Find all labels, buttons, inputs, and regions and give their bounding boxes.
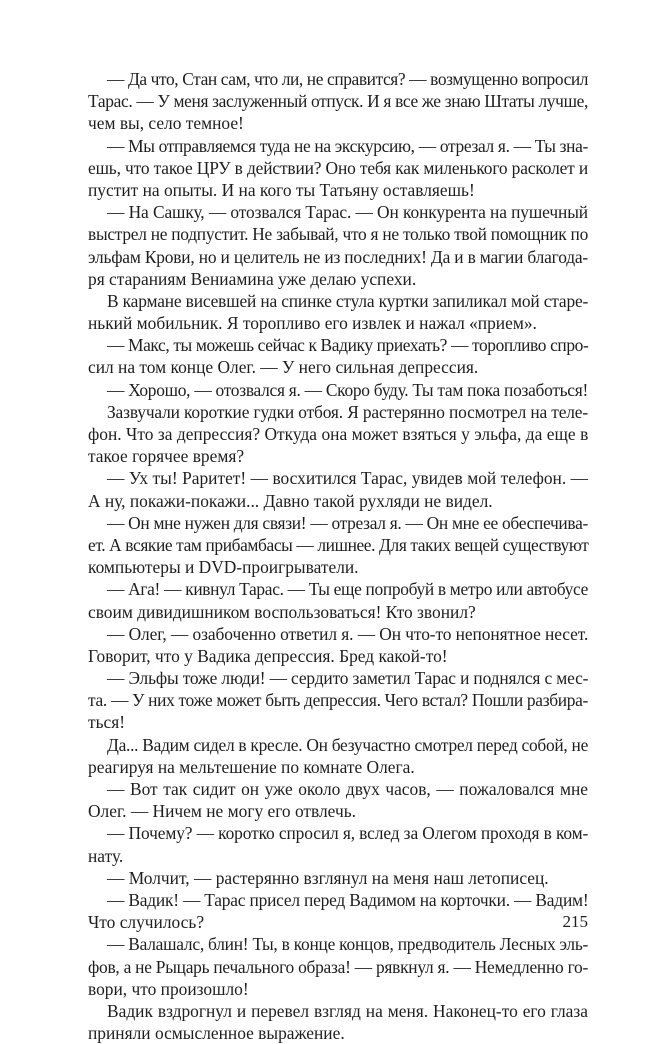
text-line: сил на том конце Олег. — У него сильная депрессия. [88, 357, 479, 378]
text-line: такое горячее время? [88, 446, 245, 467]
text-line: — Вадик! — Тарас присел перед Вадимом на корточки. — Вадим! [107, 889, 589, 910]
text-line: эльфам Крови, но и целитель не из последних! Да и в магии благода- [88, 246, 589, 267]
text-line: — Хорошо, — отозвался я. — Скоро буду. Ты там пока позаботься! [107, 379, 588, 400]
text-line: своим дивидишником воспользоваться! Кто звонил? [88, 601, 476, 622]
text-line: — Мы отправляемся туда не на экскурсию, — отрезал я. — Ты зна- [107, 135, 588, 156]
text-line: фов, а не Рыцарь печального образа! — рявкнул я. — Немедленно го- [88, 956, 588, 977]
text-line: вори, что произошло! [88, 978, 249, 999]
text-line: — Да что, Стан сам, что ли, не справится? — возмущенно вопросил [107, 69, 589, 89]
text-line: ться! [88, 712, 126, 733]
text-line: приняли осмысленное выражение. [88, 1023, 345, 1044]
text-line: — Ага! — кивнул Тарас. — Ты еще попробуй в метро или автобусе [107, 579, 588, 600]
text-line: Тарас. — У меня заслуженный отпуск. И я все же знаю Штаты лучше, [88, 91, 588, 112]
text-line: — Ух ты! Раритет! — восхитился Тарас, увидев мой телефон. — [107, 468, 589, 489]
text-line: — Валашалс, блин! Ты, в конце концов, предводитель Лесных эль- [107, 934, 589, 955]
text-line: А ну, покажи-покажи... Давно такой рухляди не видел. [88, 490, 493, 511]
text-line: нату. [88, 845, 124, 866]
text-line: пустит на опыты. И на кого ты Татьяну оставляешь! [88, 179, 475, 200]
text-line: В кармане висевшей на спинке стула куртки запиликал мой старе- [107, 290, 589, 311]
text-line: компьютеры и DVD-проигрыватели. [88, 557, 359, 578]
text-line: — Почему? — коротко спросил я, вслед за Олегом проходя в ком- [107, 823, 589, 844]
text-line: чем вы, село темное! [88, 113, 244, 134]
text-line: фон. Что за депрессия? Откуда она может взяться у эльфа, да еще в [88, 424, 589, 444]
text-line: — Молчит, — растерянно взглянул на меня наш летописец. [107, 867, 549, 888]
text-line: та. — У них тоже может быть депрессия. Чего встал? Пошли разбира- [88, 690, 588, 711]
text-line: — Олег, — озабоченно ответил я. — Он что-то непонятное несет. [107, 623, 589, 644]
text-line: Да... Вадим сидел в кресле. Он безучастно смотрел перед собой, не [107, 734, 589, 755]
text-line: Говорит, что у Вадика депрессия. Бред какой-то! [88, 645, 448, 666]
text-line: Олег. — Ничем не могу его отвлечь. [88, 801, 356, 822]
page-number: 215 [562, 912, 588, 931]
text-line: Вадик вздрогнул и перевел взгляд на меня. Наконец-то его глаза [107, 1000, 588, 1021]
text-line: ешь, что такое ЦРУ в действии? Оно тебя как миленького расколет и [88, 157, 588, 178]
text-line: реагируя на мельтешение по комнате Олега. [88, 756, 415, 777]
text-line: Что случилось? [88, 912, 205, 933]
text-line: — Вот так сидит он уже около двух часов, — пожаловался мне [107, 779, 588, 799]
text-line: — Эльфы тоже люди! — сердито заметил Тарас и поднялся с мес- [107, 668, 589, 689]
text-line: ет. А всякие там прибамбасы — лишнее. Для таких вещей существуют [88, 534, 589, 555]
text-line: нький мобильник. Я торопливо его извлек и нажал «прием». [88, 313, 537, 334]
text-line: ря стараниям Вениамина уже делаю успехи. [88, 268, 417, 289]
text-line: выстрел не подпустит. Не забывай, что я не только твой помощник по [88, 224, 588, 245]
book-page-text [88, 68, 588, 1044]
text-line: — Макс, ты можешь сейчас к Вадику приехать? — торопливо спро- [107, 335, 589, 356]
text-line: — На Сашку, — отозвался Тарас. — Он конкурента на пушечный [107, 202, 588, 223]
text-line: — Он мне нужен для связи! — отрезал я. — Он мне ее обеспечива- [107, 512, 588, 533]
text-line: Зазвучали короткие гудки отбоя. Я растерянно посмотрел на теле- [107, 401, 588, 422]
